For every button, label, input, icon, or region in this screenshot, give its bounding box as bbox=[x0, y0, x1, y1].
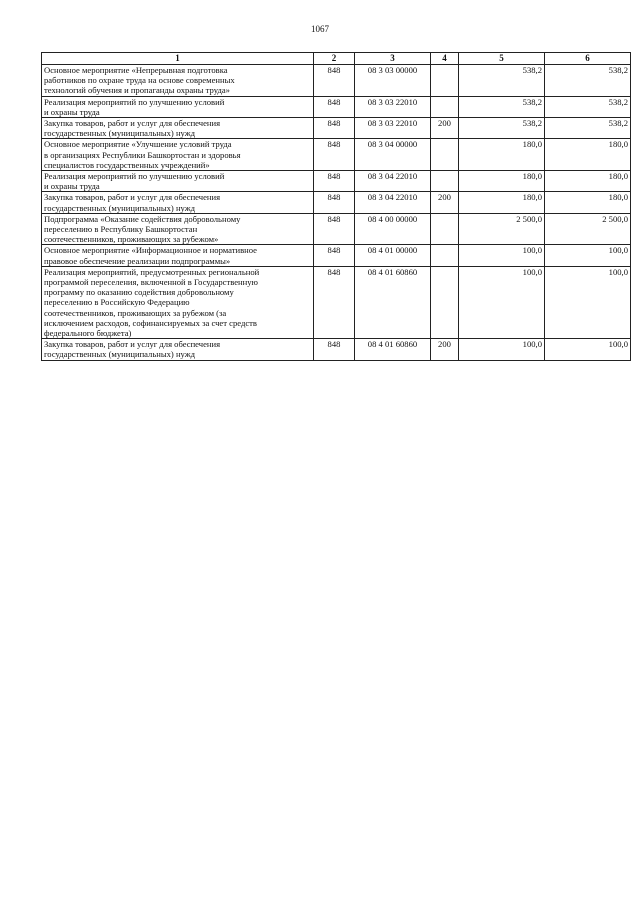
table-row bbox=[42, 96, 631, 117]
row-type-cell bbox=[431, 65, 459, 97]
row-code-cell: 848 bbox=[314, 192, 355, 213]
row-name-cell bbox=[42, 139, 314, 171]
row-value-6-cell: 180,0 bbox=[545, 192, 631, 213]
row-name-cell bbox=[42, 245, 314, 266]
table-row bbox=[42, 171, 631, 192]
row-value-6-cell: 100,0 bbox=[545, 339, 631, 360]
row-name-line: государственных (муниципальных) нужд bbox=[44, 349, 196, 360]
table-row bbox=[42, 65, 631, 97]
row-value-5-cell: 100,0 bbox=[459, 266, 545, 338]
row-name-cell bbox=[42, 118, 314, 139]
row-name-line: Реализация мероприятий по улучшению условий bbox=[44, 171, 225, 182]
row-section-cell: 08 3 04 22010 bbox=[355, 192, 431, 213]
column-header: 3 bbox=[355, 53, 431, 65]
row-value-5-cell: 180,0 bbox=[459, 192, 545, 213]
row-name-cell bbox=[42, 65, 314, 97]
row-name-line: Закупка товаров, работ и услуг для обеспечения bbox=[44, 192, 221, 203]
row-name-line: соотечественников, проживающих за рубежом (за bbox=[44, 307, 227, 318]
row-code-cell: 848 bbox=[314, 213, 355, 245]
row-name-line: Реализация мероприятий, предусмотренных региональной bbox=[44, 266, 260, 277]
row-type-cell bbox=[431, 171, 459, 192]
row-name-line: Основное мероприятие «Улучшение условий труда bbox=[44, 139, 232, 150]
row-value-5-cell: 2 500,0 bbox=[459, 213, 545, 245]
budget-table bbox=[41, 52, 631, 361]
row-name-line: Основное мероприятие «Непрерывная подготовка bbox=[44, 65, 228, 75]
row-code-cell: 848 bbox=[314, 266, 355, 338]
column-header: 6 bbox=[545, 53, 631, 65]
row-value-5-cell: 180,0 bbox=[459, 139, 545, 171]
row-code-cell: 848 bbox=[314, 171, 355, 192]
row-name-line: исключением расходов, софинансируемых за счет средств bbox=[44, 317, 257, 328]
row-name-line: специалистов государственных учреждений» bbox=[44, 159, 210, 170]
row-value-5-cell: 538,2 bbox=[459, 118, 545, 139]
table-body bbox=[42, 65, 631, 361]
table-header-row bbox=[42, 53, 631, 65]
row-value-5-cell: 538,2 bbox=[459, 96, 545, 117]
row-name-cell bbox=[42, 266, 314, 338]
table-row bbox=[42, 192, 631, 213]
row-type-cell: 200 bbox=[431, 192, 459, 213]
row-name-line: государственных (муниципальных) нужд bbox=[44, 128, 196, 139]
row-name-line: технологий обучения и пропаганды охраны труда» bbox=[44, 85, 230, 96]
row-name-cell bbox=[42, 96, 314, 117]
row-name-cell bbox=[42, 213, 314, 245]
row-name-line: Реализация мероприятий по улучшению условий bbox=[44, 96, 225, 107]
row-value-6-cell: 180,0 bbox=[545, 139, 631, 171]
row-code-cell: 848 bbox=[314, 118, 355, 139]
row-name-line: Закупка товаров, работ и услуг для обеспечения bbox=[44, 339, 221, 350]
row-name-line: Основное мероприятие «Информационное и нормативное bbox=[44, 245, 257, 256]
row-type-cell bbox=[431, 245, 459, 266]
table-row bbox=[42, 118, 631, 139]
page-number: 1067 bbox=[311, 24, 329, 34]
row-section-cell: 08 3 04 22010 bbox=[355, 171, 431, 192]
row-code-cell: 848 bbox=[314, 339, 355, 360]
row-name-line: и охраны труда bbox=[44, 106, 100, 117]
row-code-cell: 848 bbox=[314, 65, 355, 97]
row-section-cell: 08 3 03 22010 bbox=[355, 96, 431, 117]
row-section-cell: 08 4 01 00000 bbox=[355, 245, 431, 266]
row-type-cell bbox=[431, 213, 459, 245]
row-name-line: Подпрограмма «Оказание содействия добровольному bbox=[44, 213, 241, 224]
row-name-line: соотечественников, проживающих за рубежом» bbox=[44, 234, 219, 245]
row-value-6-cell: 538,2 bbox=[545, 65, 631, 97]
row-type-cell bbox=[431, 139, 459, 171]
row-name-line: и охраны труда bbox=[44, 181, 100, 192]
row-section-cell: 08 4 01 60860 bbox=[355, 339, 431, 360]
column-header: 1 bbox=[42, 53, 314, 65]
row-value-6-cell: 538,2 bbox=[545, 96, 631, 117]
table-row bbox=[42, 139, 631, 171]
row-type-cell bbox=[431, 96, 459, 117]
row-name-cell bbox=[42, 192, 314, 213]
row-name-cell bbox=[42, 171, 314, 192]
column-header: 5 bbox=[459, 53, 545, 65]
table-row bbox=[42, 266, 631, 338]
row-name-line: переселению в Российскую Федерацию bbox=[44, 297, 190, 308]
row-value-5-cell: 100,0 bbox=[459, 339, 545, 360]
row-value-6-cell: 538,2 bbox=[545, 118, 631, 139]
row-value-6-cell: 180,0 bbox=[545, 171, 631, 192]
table-row bbox=[42, 245, 631, 266]
table-row bbox=[42, 339, 631, 360]
row-name-line: работников по охране труда на основе современных bbox=[44, 75, 235, 86]
row-name-cell bbox=[42, 339, 314, 360]
row-value-5-cell: 538,2 bbox=[459, 65, 545, 97]
row-value-6-cell: 100,0 bbox=[545, 245, 631, 266]
row-name-line: программой переселения, включенной в Государственную bbox=[44, 277, 258, 288]
row-name-line: государственных (муниципальных) нужд bbox=[44, 202, 196, 213]
row-section-cell: 08 4 00 00000 bbox=[355, 213, 431, 245]
row-name-line: Закупка товаров, работ и услуг для обеспечения bbox=[44, 118, 221, 129]
row-section-cell: 08 4 01 60860 bbox=[355, 266, 431, 338]
row-name-line: федерального бюджета) bbox=[44, 328, 132, 339]
row-code-cell: 848 bbox=[314, 139, 355, 171]
row-value-6-cell: 2 500,0 bbox=[545, 213, 631, 245]
row-section-cell: 08 3 03 00000 bbox=[355, 65, 431, 97]
row-name-line: переселению в Республику Башкортостан bbox=[44, 224, 198, 235]
row-type-cell: 200 bbox=[431, 118, 459, 139]
row-type-cell: 200 bbox=[431, 339, 459, 360]
column-header: 4 bbox=[431, 53, 459, 65]
row-code-cell: 848 bbox=[314, 96, 355, 117]
row-value-6-cell: 100,0 bbox=[545, 266, 631, 338]
table-row bbox=[42, 213, 631, 245]
row-section-cell: 08 3 04 00000 bbox=[355, 139, 431, 171]
row-name-line: программу по оказанию содействия добровольному bbox=[44, 287, 234, 298]
row-value-5-cell: 100,0 bbox=[459, 245, 545, 266]
row-type-cell bbox=[431, 266, 459, 338]
row-name-line: правовое обеспечение реализации подпрограммы» bbox=[44, 255, 231, 266]
row-code-cell: 848 bbox=[314, 245, 355, 266]
row-name-line: в организациях Республики Башкортостан и здоровья bbox=[44, 149, 241, 160]
row-section-cell: 08 3 03 22010 bbox=[355, 118, 431, 139]
column-header: 2 bbox=[314, 53, 355, 65]
row-value-5-cell: 180,0 bbox=[459, 171, 545, 192]
